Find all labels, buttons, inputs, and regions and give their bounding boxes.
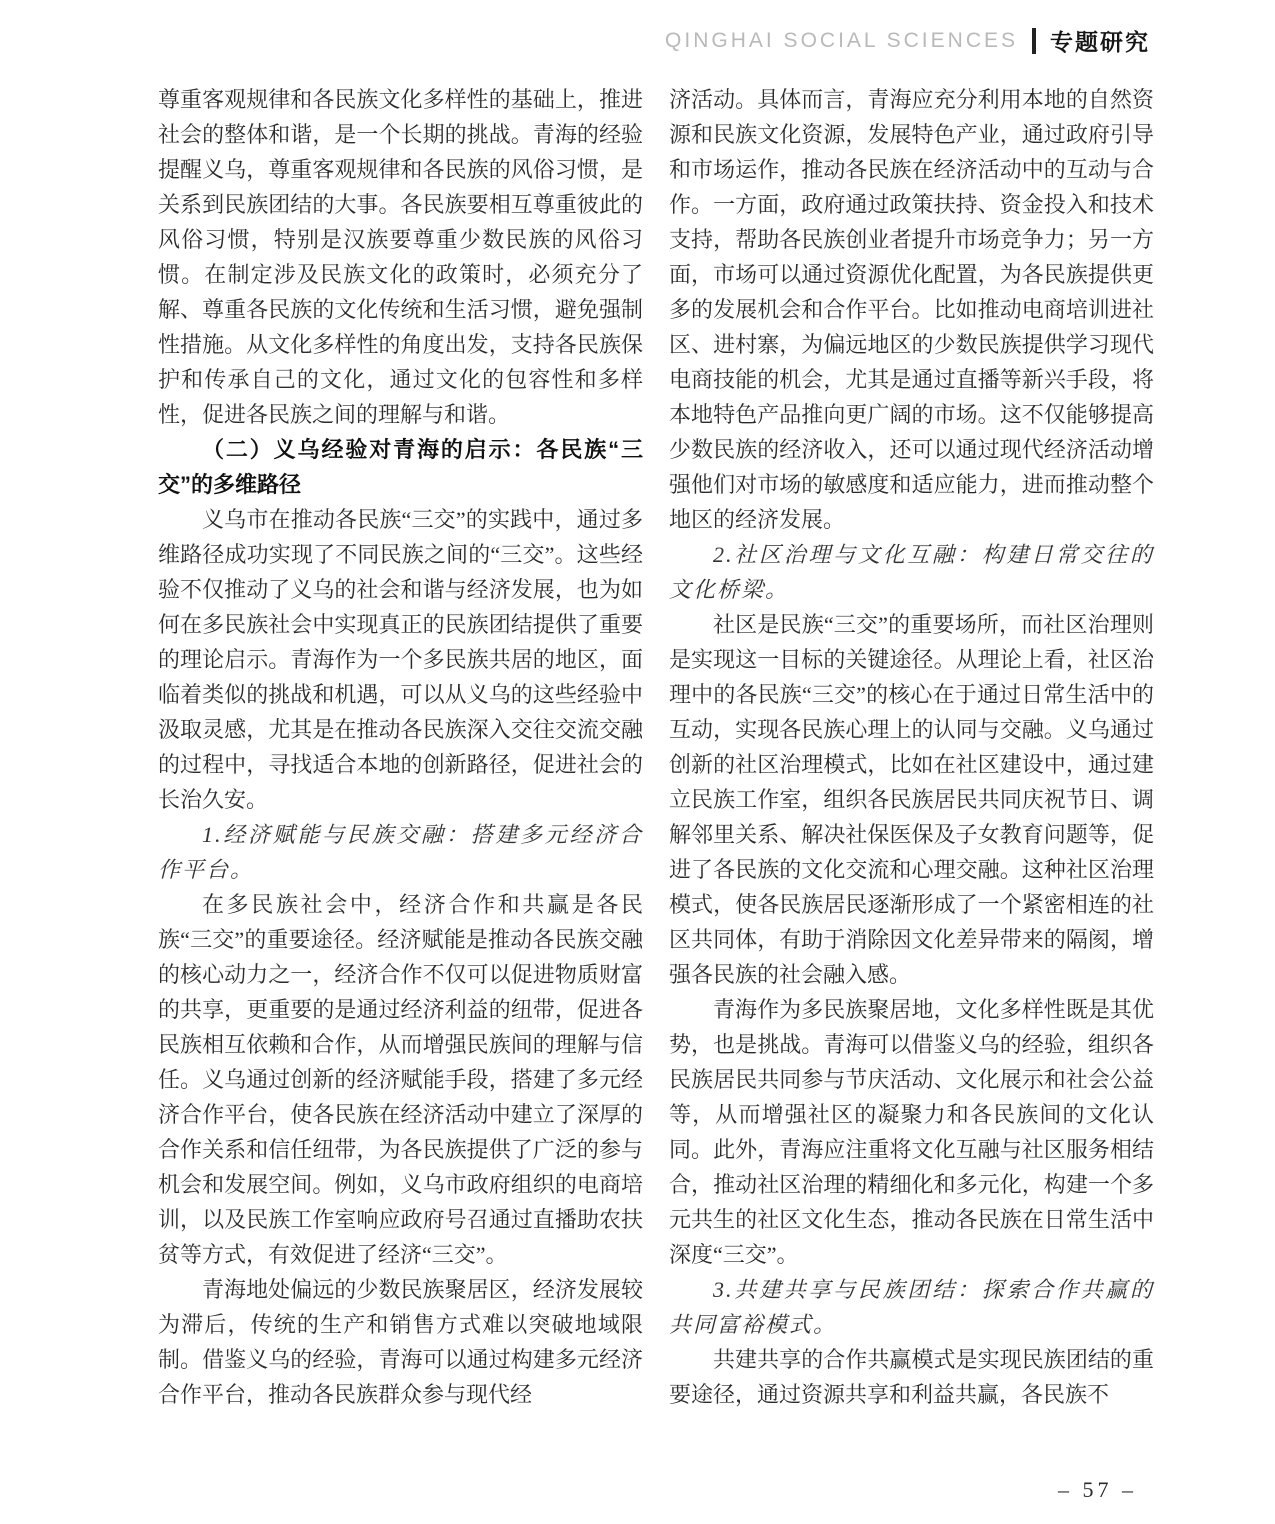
- journal-name: QINGHAI SOCIAL SCIENCES: [665, 28, 1018, 52]
- body-paragraph: 社区是民族“三交”的重要场所，而社区治理则是实现这一目标的关键途径。从理论上看，社区治理中的各民族“三交”的核心在于通过日常生活中的互动，实现各民族心理上的认同与交融。义乌通过创新的社区治理模式，比如在社区建设中，通过建立民族工作室，组织各民族居民共同庆祝节日、调解邻里关系、解决社保医保及子女教育问题等，促进了各民族的文化交流和心理交融。这种社区治理模式，使各民族居民逐渐形成了一个紧密相连的社区共同体，有助于消除因文化差异带来的隔阂，增强各民族的社会融入感。: [669, 612, 1154, 987]
- section-label: 专题研究: [1050, 29, 1150, 55]
- body-paragraph: 济活动。具体而言，青海应充分利用本地的自然资源和民族文化资源，发展特色产业，通过政府引导和市场运作，推动各民族在经济活动中的互动与合作。一方面，政府通过政策扶持、资金投入和技术支持，帮助各民族创业者提升市场竞争力；另一方面，市场可以通过资源优化配置，为各民族提供更多的发展机会和合作平台。比如推动电商培训进社区、进村寨，为偏远地区的少数民族提供学习现代电商技能的机会，尤其是通过直播等新兴手段，将本地特色产品推向更广阔的市场。这不仅能够提高少数民族的经济收入，还可以通过现代经济活动增强他们对市场的敏感度和适应能力，进而推动整个地区的经济发展。: [669, 87, 1154, 532]
- body-paragraph: 共建共享的合作共赢模式是实现民族团结的重要途径，通过资源共享和利益共赢，各民族不: [669, 1347, 1154, 1407]
- body-paragraph: 青海地处偏远的少数民族聚居区，经济发展较为滞后，传统的生产和销售方式难以突破地域限制。借鉴义乌的经验，青海可以通过构建多元经济合作平台，推动各民族群众参与现代经: [158, 1277, 643, 1407]
- subsection-heading: 2.社区治理与文化互融：构建日常交往的文化桥梁。: [669, 542, 1154, 602]
- body-paragraph: 青海作为多民族聚居地，文化多样性既是其优势，也是挑战。青海可以借鉴义乌的经验，组织各民族居民共同参与节庆活动、文化展示和社会公益等，从而增强社区的凝聚力和各民族间的文化认同。此外，青海应注重将文化互融与社区服务相结合，推动社区治理的精细化和多元化，构建一个多元共生的社区文化生态，推动各民族在日常生活中深度“三交”。: [669, 997, 1154, 1267]
- section-heading: （二）义乌经验对青海的启示：各民族“三交”的多维路径: [158, 437, 643, 497]
- body-paragraph: 义乌市在推动各民族“三交”的实践中，通过多维路径成功实现了不同民族之间的“三交”。这些经验不仅推动了义乌的社会和谐与经济发展，也为如何在多民族社会中实现真正的民族团结提供了重要的理论启示。青海作为一个多民族共居的地区，面临着类似的挑战和机遇，可以从义乌的这些经验中汲取灵感，尤其是在推动各民族深入交往交流交融的过程中，寻找适合本地的创新路径，促进社会的长治久安。: [158, 507, 643, 812]
- running-head: [665, 24, 1150, 57]
- header-divider-bar: [1032, 28, 1036, 54]
- body-paragraph: 尊重客观规律和各民族文化多样性的基础上，推进社会的整体和谐，是一个长期的挑战。青海的经验提醒义乌，尊重客观规律和各民族的风俗习惯，是关系到民族团结的大事。各民族要相互尊重彼此的风俗习惯，特别是汉族要尊重少数民族的风俗习惯。在制定涉及民族文化的政策时，必须充分了解、尊重各民族的文化传统和生活习惯，避免强制性措施。从文化多样性的角度出发，支持各民族保护和传承自己的文化，通过文化的包容性和多样性，促进各民族之间的理解与和谐。: [158, 87, 643, 427]
- article-body: [158, 82, 1154, 1412]
- body-paragraph: 在多民族社会中，经济合作和共赢是各民族“三交”的重要途径。经济赋能是推动各民族交融的核心动力之一，经济合作不仅可以促进物质财富的共享，更重要的是通过经济利益的纽带，促进各民族相互依赖和合作，从而增强民族间的理解与信任。义乌通过创新的经济赋能手段，搭建了多元经济合作平台，使各民族在经济活动中建立了深厚的合作关系和信任纽带，为各民族提供了广泛的参与机会和发展空间。例如，义乌市政府组织的电商培训，以及民族工作室响应政府号召通过直播助农扶贫等方式，有效促进了经济“三交”。: [158, 892, 643, 1267]
- page-number: – 57 –: [1058, 1477, 1137, 1502]
- subsection-heading: 3.共建共享与民族团结：探索合作共赢的共同富裕模式。: [669, 1277, 1154, 1337]
- left-column: [158, 82, 643, 1412]
- subsection-heading: 1.经济赋能与民族交融：搭建多元经济合作平台。: [158, 822, 643, 882]
- right-column: [669, 82, 1154, 1412]
